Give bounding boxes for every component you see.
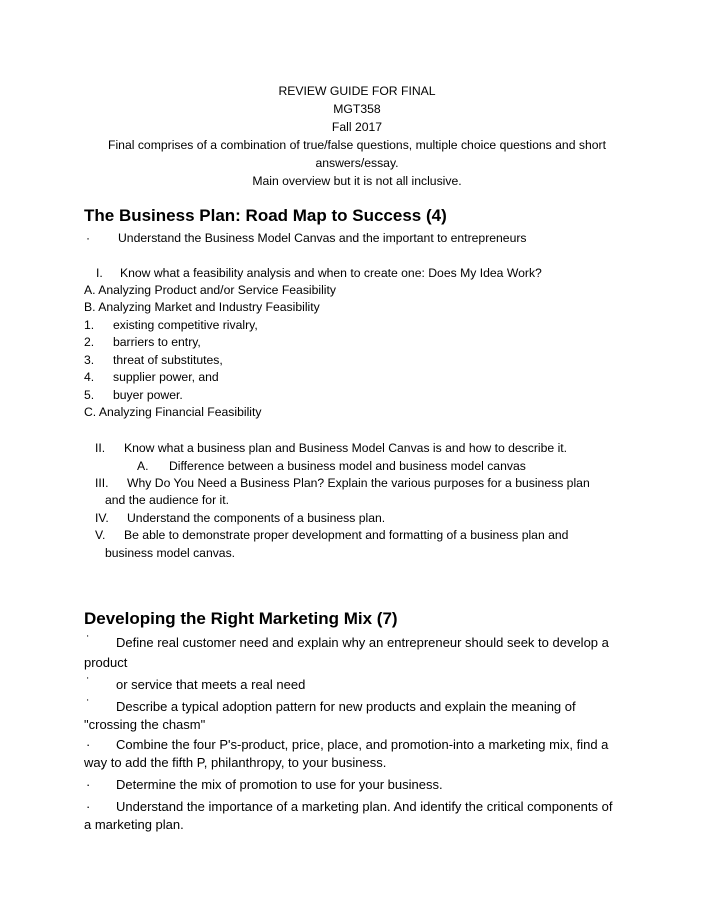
item-number: III. [95,476,109,490]
bullet-text: Define real customer need and explain why an entrepreneur should seek to develop a [116,635,609,650]
list-number: 5. [84,388,95,402]
bullet-text-continued: way to add the fifth P, philanthropy, to your business. [84,755,387,770]
doc-title: REVIEW GUIDE FOR FINAL [278,84,436,98]
bullet-marker: ˙ [86,697,91,712]
sub-item-b: B. Analyzing Market and Industry Feasibility [84,300,320,314]
bullet-text: Understand the importance of a marketing plan. And identify the critical components of [116,799,613,814]
sub-item-c: C. Analyzing Financial Feasibility [84,405,262,419]
item-number: IV. [95,511,109,525]
list-item: barriers to entry, [113,335,201,349]
bullet-marker: · [86,799,91,814]
list-item: threat of substitutes, [113,353,223,367]
bullet-text: or service that meets a real need [116,677,306,692]
item-text-continued: business model canvas. [105,546,236,560]
list-number: 1. [84,318,95,332]
bullet-text-continued: "crossing the chasm" [84,717,206,732]
section-heading-marketing-mix: Developing the Right Marketing Mix (7) [84,609,398,628]
item-text: Be able to demonstrate proper development and formatting of a business plan and [124,528,569,542]
sub-item-number: A. [137,459,149,473]
bullet-text-continued: a marketing plan. [84,817,184,832]
term: Fall 2017 [331,120,383,134]
item-text-continued: and the audience for it. [105,493,229,507]
item-number: I. [96,266,103,280]
item-text: Know what a feasibility analysis and when to create one: Does My Idea Work? [120,266,542,280]
list-number: 3. [84,353,95,367]
list-item: existing competitive rivalry, [113,318,258,332]
item-number: V. [95,528,106,542]
item-text: Know what a business plan and Business Model Canvas is and how to describe it. [124,441,568,455]
description-line-1: Final comprises of a combination of true/false questions, multiple choice questions and short [108,138,606,152]
bullet-marker: · [86,737,91,752]
sub-item-a: A. Analyzing Product and/or Service Feasibility [84,283,336,297]
list-item: supplier power, and [113,370,219,384]
list-number: 4. [84,370,95,384]
bullet-text: Determine the mix of promotion to use for your business. [116,777,443,792]
bullet-text: Describe a typical adoption pattern for new products and explain the meaning of [116,699,576,714]
bullet-marker: · [86,777,91,792]
item-text: Why Do You Need a Business Plan? Explain the various purposes for a business plan [127,476,590,490]
bullet-marker: · [86,231,91,245]
item-text: Understand the components of a business plan. [127,511,386,525]
bullet-marker: ˙ [86,675,91,690]
overview-note: Main overview but it is not all inclusive. [252,174,462,188]
bullet-marker: ˙ [86,633,91,648]
bullet-text-continued: product [84,655,128,670]
list-item: buyer power. [113,388,183,402]
description-line-2: answers/essay. [315,156,399,170]
sub-item-text: Difference between a business model and business model canvas [169,459,526,473]
item-number: II. [95,441,106,455]
bullet-text: Combine the four P's-product, price, place, and promotion-into a marketing mix, find a [116,737,609,752]
list-number: 2. [84,335,95,349]
course-code: MGT358 [333,102,381,116]
section-heading-business-plan: The Business Plan: Road Map to Success (4) [84,206,447,225]
bullet-text: Understand the Business Model Canvas and the important to entrepreneurs [118,231,527,245]
